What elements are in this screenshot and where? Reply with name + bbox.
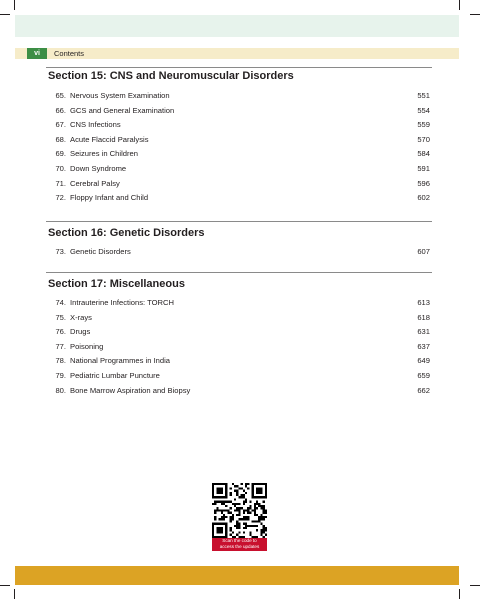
chapter-title: GCS and General Examination: [70, 105, 175, 115]
toc-entry[interactable]: [52, 384, 430, 398]
toc-entry[interactable]: [52, 311, 430, 325]
chapter-number: 75.: [55, 312, 66, 322]
page-number: 596: [417, 178, 430, 188]
toc-entry[interactable]: [52, 147, 430, 161]
chapter-number: 74.: [55, 298, 66, 307]
page-number: 659: [417, 371, 430, 380]
chapter-number: 71.: [55, 178, 66, 188]
crop-mark: [0, 585, 10, 586]
page-number: 637: [417, 341, 430, 351]
page-number: 662: [417, 385, 430, 395]
chapter-number: 73.: [55, 247, 66, 256]
running-head: Contents: [54, 49, 85, 58]
toc-entry[interactable]: [52, 296, 430, 310]
page-number: 607: [417, 247, 430, 256]
chapter-number: 76.: [55, 327, 66, 337]
chapter-number: 66.: [55, 105, 66, 115]
chapter-number: 79.: [55, 371, 66, 380]
bottom-color-band: [15, 566, 459, 585]
chapter-title: Poisoning: [70, 341, 104, 351]
chapter-title: X-rays: [70, 312, 92, 322]
page-number: 559: [417, 120, 430, 130]
crop-mark: [0, 14, 10, 15]
section-title: Section 16: Genetic Disorders: [48, 227, 205, 239]
page-number: 602: [417, 193, 430, 203]
chapter-number: 78.: [55, 356, 66, 366]
page-number: 613: [417, 298, 430, 307]
page-number: 618: [417, 312, 430, 322]
section-title: Section 15: CNS and Neuromuscular Disorders: [48, 70, 294, 82]
chapter-title: Seizures in Children: [70, 149, 138, 159]
page-number: 570: [417, 134, 430, 144]
chapter-title: Down Syndrome: [70, 164, 127, 173]
crop-mark: [14, 0, 15, 10]
crop-mark: [470, 585, 480, 586]
toc-entry[interactable]: [52, 104, 430, 118]
chapter-title: Nervous System Examination: [70, 91, 170, 100]
toc-entry[interactable]: [52, 245, 430, 259]
chapter-title: National Programmes in India: [70, 356, 171, 366]
chapter-title: Genetic Disorders: [70, 247, 131, 256]
chapter-title: Intrauterine Infections: TORCH: [70, 298, 174, 307]
crop-mark: [459, 0, 460, 10]
qr-code[interactable]: [212, 483, 267, 538]
chapter-number: 67.: [55, 120, 66, 130]
toc-entry[interactable]: [52, 369, 430, 383]
qr-code-icon: [212, 483, 267, 538]
page-number: 649: [417, 356, 430, 366]
chapter-title: CNS Infections: [70, 120, 121, 130]
chapter-number: 68.: [55, 134, 66, 144]
qr-caption-line: access the updates: [219, 544, 260, 549]
chapter-number: 77.: [55, 341, 66, 351]
toc-entry[interactable]: [52, 177, 430, 191]
page-number: 631: [417, 327, 430, 337]
section-title: Section 17: Miscellaneous: [48, 278, 185, 290]
chapter-title: Acute Flaccid Paralysis: [70, 134, 149, 144]
chapter-number: 72.: [55, 193, 66, 203]
page-number: 551: [417, 91, 430, 100]
chapter-number: 69.: [55, 149, 66, 159]
crop-mark: [459, 589, 460, 599]
chapter-title: Pediatric Lumbar Puncture: [70, 371, 160, 380]
toc-entry[interactable]: [52, 191, 430, 205]
chapter-number: 80.: [55, 385, 66, 395]
chapter-title: Bone Marrow Aspiration and Biopsy: [70, 385, 191, 395]
crop-mark: [470, 14, 480, 15]
toc-entry[interactable]: [52, 340, 430, 354]
chapter-number: 65.: [55, 91, 66, 100]
toc-entry[interactable]: [52, 133, 430, 147]
chapter-title: Drugs: [70, 327, 91, 337]
page-number-tab: vi: [27, 48, 47, 59]
page-number: 584: [417, 149, 430, 159]
section-rule: [46, 221, 432, 222]
qr-caption: [212, 538, 267, 551]
section-rule: [46, 67, 432, 68]
toc-entry[interactable]: [52, 89, 430, 103]
chapter-title: Floppy Infant and Child: [70, 193, 149, 203]
top-color-band: [15, 15, 459, 37]
section-rule: [46, 272, 432, 273]
toc-entry[interactable]: [52, 354, 430, 368]
page-number: 554: [417, 105, 430, 115]
chapter-title: Cerebral Palsy: [70, 178, 120, 188]
qr-caption-line: Scan the code to: [222, 538, 257, 543]
crop-mark: [14, 589, 15, 599]
page-number: 591: [417, 164, 430, 173]
toc-entry[interactable]: [52, 118, 430, 132]
toc-entry[interactable]: [52, 162, 430, 176]
toc-entry[interactable]: [52, 325, 430, 339]
chapter-number: 70.: [55, 164, 66, 173]
